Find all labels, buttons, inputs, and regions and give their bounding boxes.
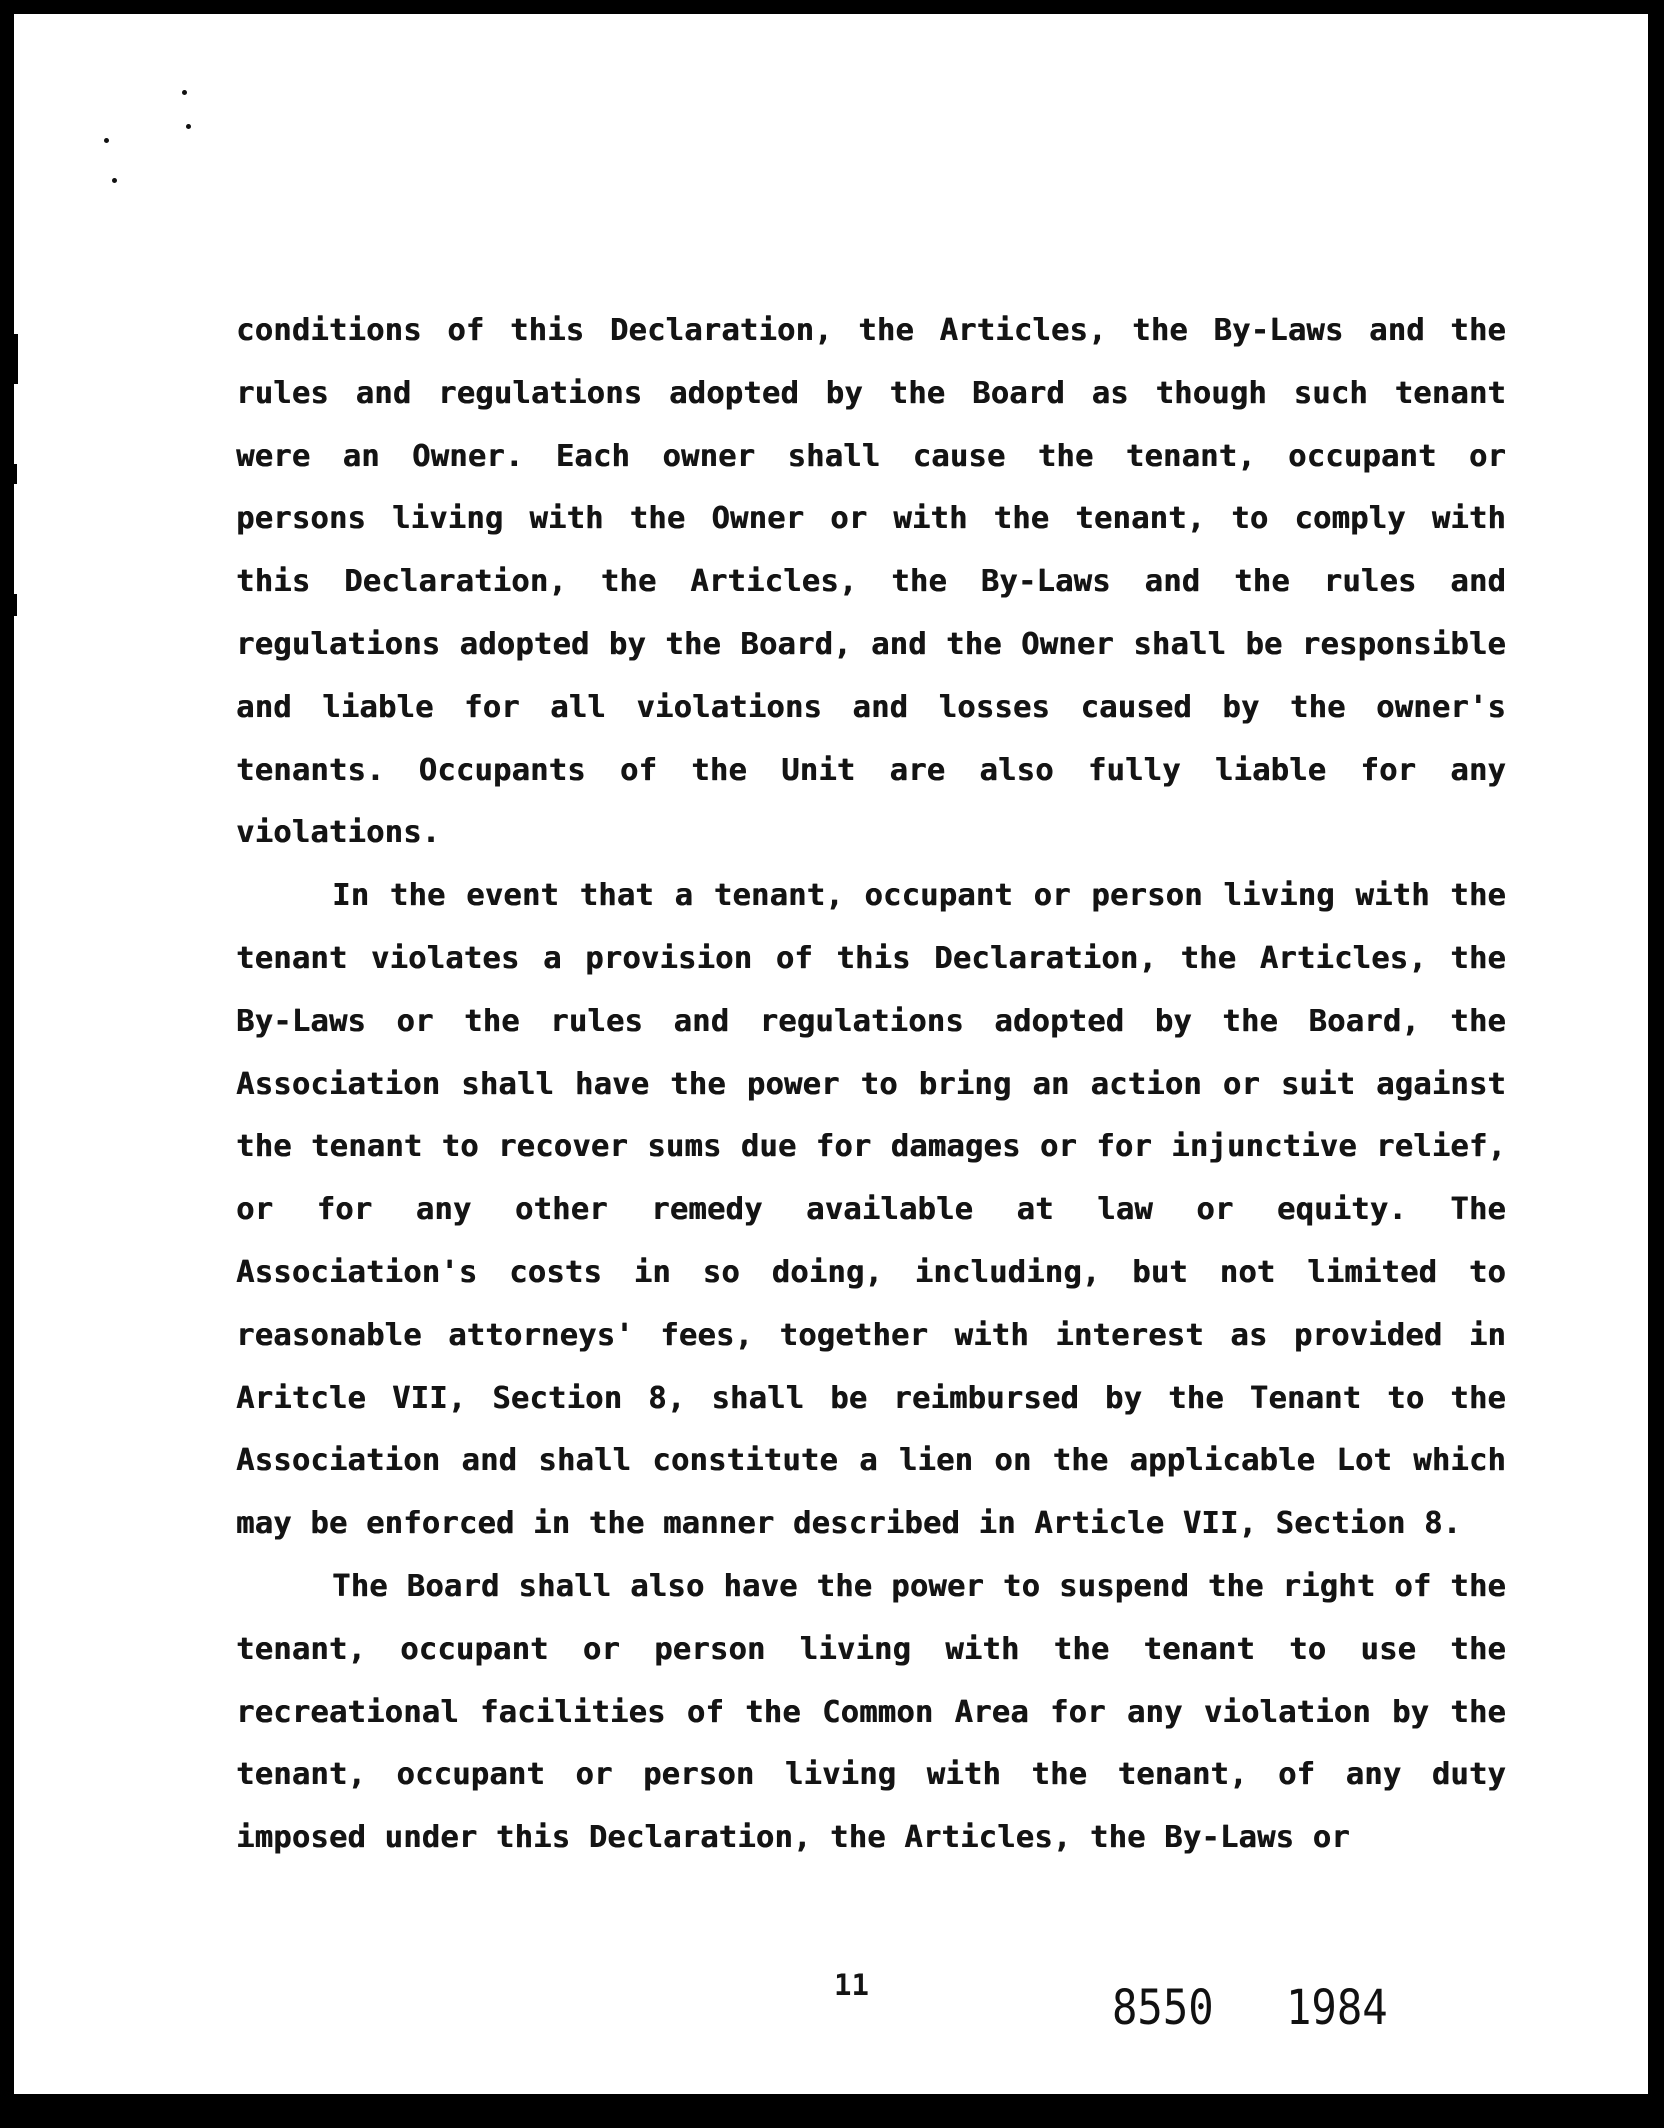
stamp-number-second: 1984 <box>1286 1980 1388 2036</box>
document-body <box>236 300 1506 1870</box>
speck <box>186 124 191 129</box>
document-page <box>14 14 1648 2094</box>
scan-edge-mark <box>14 334 18 384</box>
paragraph-board-suspension: The Board shall also have the power to suspend the right of the tenant, occupant or person living with the tenant to use the recreational facilities of the Common Area for any violation by the tenant, occupant or person living with the tenant, of any duty imposed under this Declaration, the Articles, the By-Laws or <box>236 1568 1506 1856</box>
speck <box>182 90 187 95</box>
stamp-number-first: 8550 <box>1112 1980 1214 2036</box>
speck <box>104 138 109 143</box>
page-number: 11 <box>834 1968 869 2002</box>
paragraph-tenant-compliance: conditions of this Declaration, the Articles, the By-Laws and the rules and regulations adopted by the Board as though such tenant were an Owner. Each owner shall cause the tenant, occupant or persons living with the Owner or with the tenant, to comply with this Declaration, the Articles, the By-Laws and the rules and regulations adopted by the Board, and the Owner shall be responsible and liable for all violations and losses caused by the owner's tenants. Occupants of the Unit are also fully liable for any violations. <box>236 313 1506 851</box>
paragraph-association-action: In the event that a tenant, occupant or person living with the tenant violates a provision of this Declaration, the Articles, the By-Laws or the rules and regulations adopted by the Board, the Association shall have the power to bring an action or suit against the tenant to recover sums due for damages or for injunctive relief, or for any other remedy available at law or equity. The Association's costs in so doing, including, but not limited to reasonable attorneys' fees, together with interest as provided in Aritcle VII, Section 8, shall be reimbursed by the Tenant to the Association and shall constitute a lien on the applicable Lot which may be enforced in the manner described in Article VII, Section 8. <box>236 878 1506 1542</box>
scan-edge-mark <box>14 464 17 484</box>
speck <box>112 178 117 183</box>
scan-edge-mark <box>14 594 17 616</box>
